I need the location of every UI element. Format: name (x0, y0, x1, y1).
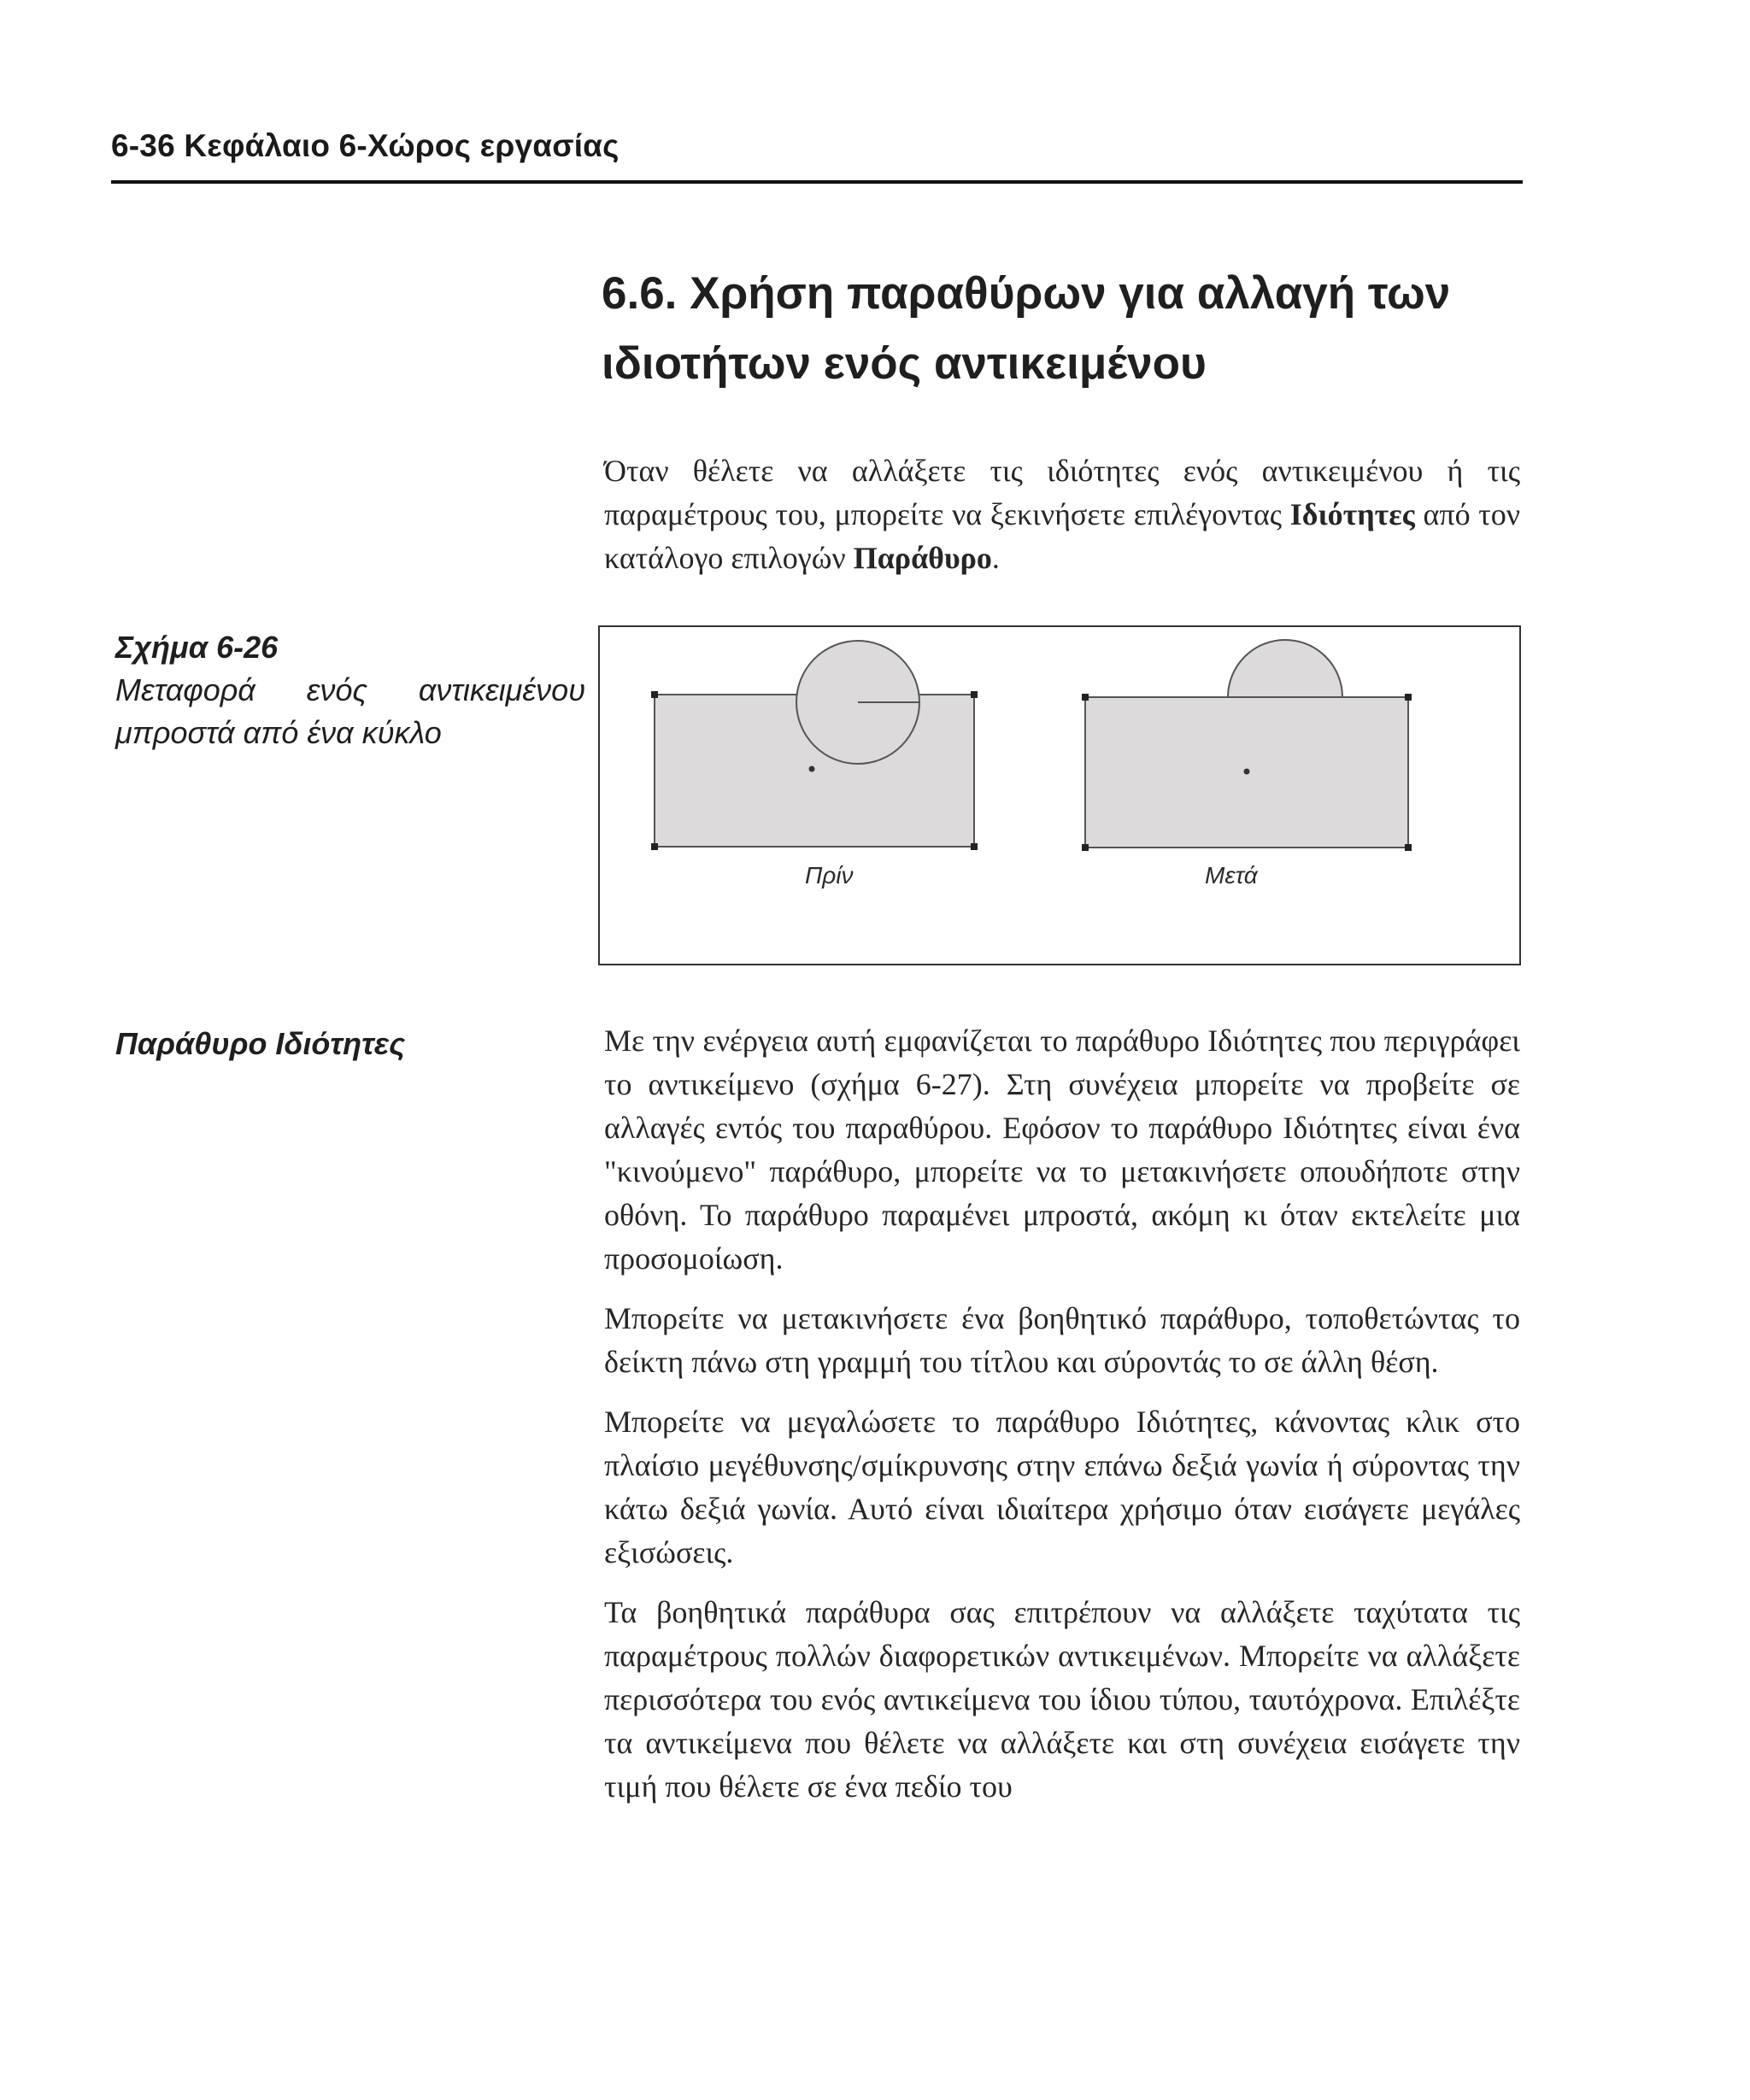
before-handle-bl (651, 843, 658, 850)
intro-text-1: Όταν θέλετε να αλλάξετε τις ιδιότητες ενός αντικειμένου ή τις παραμέτρους του, μπορείτε να ξεκινήσετε επιλέγοντας (604, 454, 1520, 531)
before-handle-tl (651, 691, 658, 698)
paragraph-3: Μπορείτε να μεγαλώσετε το παράθυρο Ιδιότητες, κάνοντας κλικ στο πλαίσιο μεγέθυνσης/σμίκρυνσης στην επάνω δεξιά γωνία ή σύροντας την κάτω δεξιά γωνία. Αυτό είναι ιδιαίτερα χρήσιμο όταν εισάγετε μεγάλες εξισώσεις. (604, 1405, 1520, 1569)
section-title (602, 259, 1524, 399)
paragraph-2: Μπορείτε να μετακινήσετε ένα βοηθητικό παράθυρο, τοποθετώντας το δείκτη πάνω στη γραμμή του τίτλου και σύροντάς το σε άλλη θέση. (604, 1301, 1520, 1379)
intro-bold-window: Παράθυρο (853, 541, 992, 575)
page-header: 6-36 Κεφάλαιο 6-Χώρος εργασίας (111, 128, 620, 163)
main-body (604, 1019, 1520, 1825)
before-caption: Πρίν (805, 862, 854, 889)
figure-illustration (600, 627, 1523, 967)
header-rule (111, 180, 1523, 184)
paragraph-1: Με την ενέργεια αυτή εμφανίζεται το παράθυρο Ιδιότητες που περιγράφει το αντικείμενο (σχήμα 6-27). Στη συνέχεια μπορείτε να προβείτε σε αλλαγές εντός του παραθύρου. Εφόσον το παράθυρο Ιδιότητες είναι ένα "κινούμενο" παράθυρο, μπορείτε να το μετακινήσετε οπουδήποτε στην οθόνη. Το παράθυρο παραμένει μπροστά, ακόμη κι όταν εκτελείτε μια προσομοίωση. (604, 1024, 1520, 1276)
after-caption: Μετά (1205, 862, 1258, 889)
intro-bold-properties: Ιδιότητες (1289, 497, 1415, 531)
figure-label: Σχήμα 6-26 (115, 630, 279, 665)
after-handle-tr (1405, 694, 1412, 701)
figure-description: Μεταφορά ενός αντικειμένου μπροστά από ένα κύκλο (115, 672, 585, 750)
after-handle-tl (1082, 694, 1089, 701)
before-center-dot (809, 766, 815, 772)
before-handle-br (971, 843, 978, 850)
figure-caption-note (115, 626, 585, 754)
intro-text-3: . (991, 541, 1000, 575)
section-title-line1: 6.6. Χρήση παραθύρων για αλλαγή των (602, 268, 1451, 319)
before-handle-tr (971, 691, 978, 698)
after-center-dot (1244, 769, 1250, 775)
after-handle-bl (1082, 844, 1089, 851)
side-heading-text: Παράθυρο Ιδιότητες (115, 1026, 406, 1061)
figure-6-26 (598, 625, 1521, 965)
after-handle-br (1405, 844, 1412, 851)
intro-text-2: από τον κατάλογο επιλογών (604, 497, 1521, 575)
intro-paragraph (604, 449, 1520, 596)
side-heading (115, 1023, 585, 1065)
paragraph-4: Τα βοηθητικά παράθυρα σας επιτρέπουν να αλλάξετε ταχύτατα τις παραμέτρους πολλών διαφορετικών αντικειμένων. Μπορείτε να αλλάξετε περισσότερα του ενός αντικείμενα του ίδιου τύπου, ταυτόχρονα. Επιλέξτε τα αντικείμενα που θέλετε να αλλάξετε και στη συνέχεια εισάγετε την τιμή που θέλετε σε ένα πεδίο του (604, 1595, 1520, 1804)
section-title-line2: ιδιοτήτων ενός αντικειμένου (602, 338, 1207, 389)
